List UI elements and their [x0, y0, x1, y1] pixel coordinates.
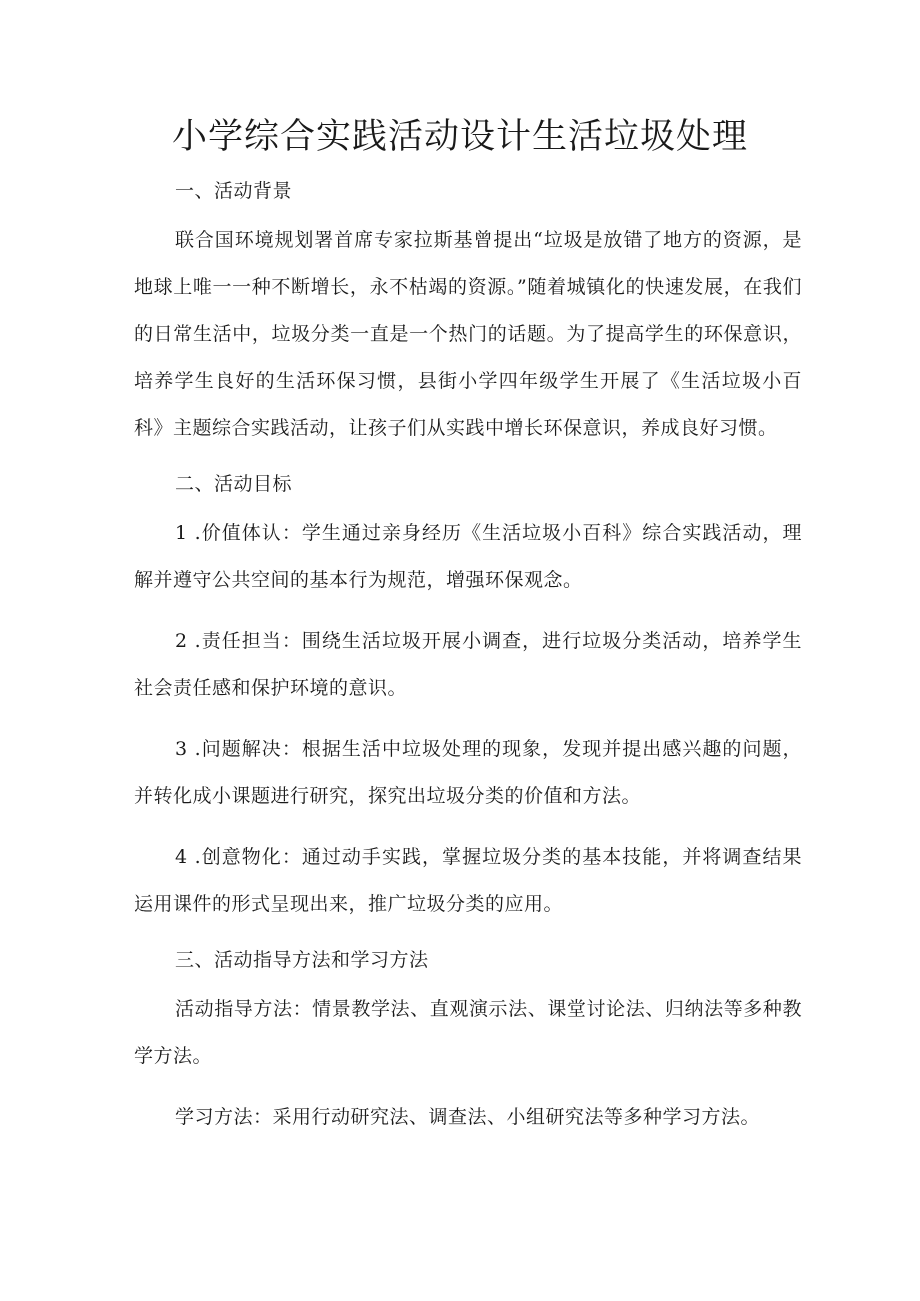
paragraph-goal-1: 1 .价值体认：学生通过亲身经历《生活垃圾小百科》综合实践活动，理解并遵守公共空间的基本行为规范，增强环保观念。 — [134, 522, 802, 591]
paragraph-goal-3: 3 .问题解决：根据生活中垃圾处理的现象，发现并提出感兴趣的问题，并转化成小课题进行研究，探究出垃圾分类的价值和方法。 — [134, 738, 802, 807]
paragraph-background: 联合国环境规划署首席专家拉斯基曾提出“垃圾是放错了地方的资源，是地球上唯一一种不断增长，永不枯竭的资源。”随着城镇化的快速发展，在我们的日常生活中，垃圾分类一直是一个热门的话题。为了提高学生的环保意识，培养学生良好的生活环保习惯，县街小学四年级学生开展了《生活垃圾小百科》主题综合实践活动，让孩子们从实践中增长环保意识，养成良好习惯。 — [134, 229, 802, 439]
document-body — [134, 175, 802, 1141]
paragraph-goal-2: 2 .责任担当：围绕生活垃圾开展小调查，进行垃圾分类活动，培养学生社会责任感和保护环境的意识。 — [134, 630, 802, 699]
paragraph-goal-4: 4 .创意物化：通过动手实践，掌握垃圾分类的基本技能，并将调查结果运用课件的形式呈现出来，推广垃圾分类的应用。 — [134, 846, 802, 915]
paragraph-teaching-methods: 活动指导方法：情景教学法、直观演示法、课堂讨论法、归纳法等多种教学方法。 — [134, 998, 802, 1067]
section-heading-methods: 三、活动指导方法和学习方法 — [175, 949, 429, 971]
section-heading-background: 一、活动背景 — [175, 180, 293, 202]
paragraph-learning-methods: 学习方法：采用行动研究法、调查法、小组研究法等多种学习方法。 — [175, 1106, 761, 1128]
document-title: 小学综合实践活动设计生活垃圾处理 — [171, 117, 748, 157]
section-heading-goals: 二、活动目标 — [175, 473, 293, 495]
